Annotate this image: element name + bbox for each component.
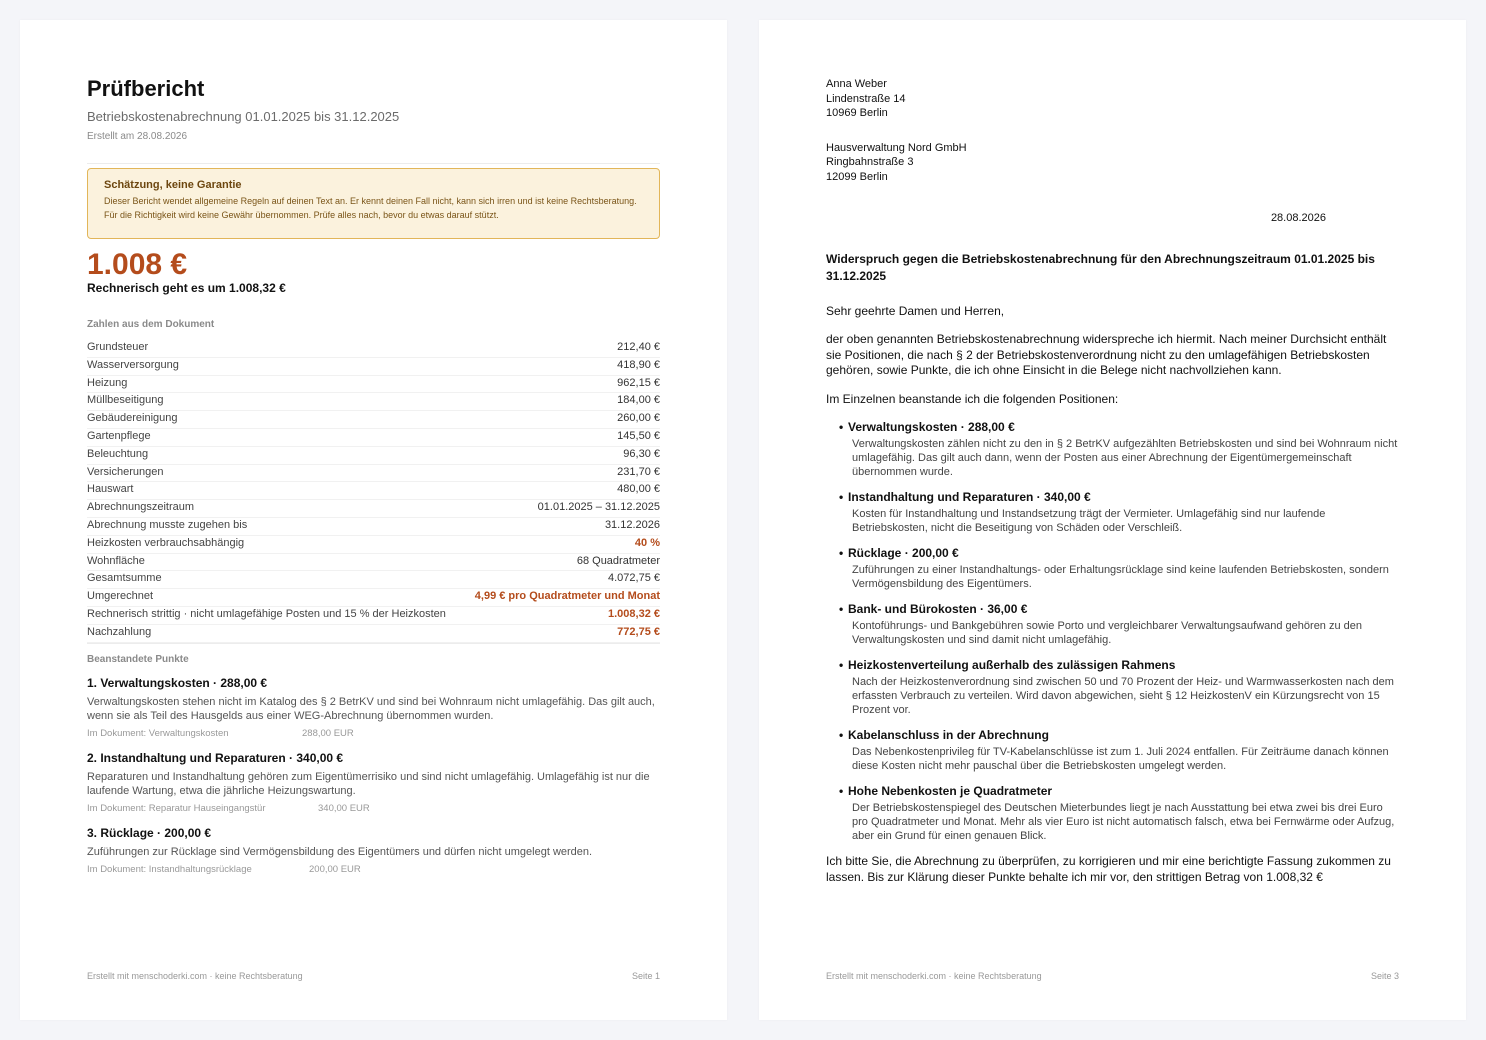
objection-title: Kabelanschluss in der Abrechnung [848,728,1049,742]
objection-title: Instandhaltung und Reparaturen · 340,00 € [848,490,1091,504]
disputed-amount-big: 1.008 € [87,248,188,281]
objection-text: Nach der Heizkostenverordnung sind zwischen 50 und 70 Prozent der Heiz- und Warmwasserkosten nach dem erfassten Verbrauch zu verteilen. Wird davon abgewichen, sieht § 12 HeizkostenV ein Kürzungsrecht von 15 Prozent vor. [852,676,1394,716]
report-created-date: Erstellt am 28.08.2026 [87,131,188,142]
fact-row [87,411,660,429]
page-number: Seite 3 [1370,971,1399,981]
fact-label: Gesamtsumme [87,572,162,585]
objection-item [839,784,1399,843]
fact-row [87,571,660,589]
report-page [20,20,727,1020]
report-content [87,76,660,876]
objection-title: Hohe Nebenkosten je Quadratmeter [848,784,1053,798]
divider [87,163,660,164]
issues-list [87,676,660,876]
issue-item [87,676,660,740]
fact-row [87,625,660,643]
fact-label: Wasserversorgung [87,358,179,371]
issue-text: Verwaltungskosten stehen nicht im Katalog des § 2 BetrKV und sind bei Wohnraum nicht umlagefähig. Das gilt auch, wenn sie als Teil des Hausgelds aus einer WEG-Abrechnung übernommen wurden. [87,695,655,722]
issue-text: Reparaturen und Instandhaltung gehören zum Eigentümerrisiko und sind nicht umlagefähig. Umlagefähig ist nur die laufende Wartung, etwa die jährliche Heizungswartung. [87,770,650,797]
issue-item [87,826,660,876]
report-subtitle: Betriebskostenabrechnung 01.01.2025 bis 31.12.2025 [87,109,400,124]
disputed-amount-caption: Rechnerisch geht es um 1.008,32 € [87,281,286,295]
fact-value: 31.12.2026 [604,518,660,531]
issue-title: 2. Instandhaltung und Reparaturen · 340,00 € [87,750,344,765]
facts-table [87,340,660,643]
disclaimer-title: Schätzung, keine Garantie [104,179,242,191]
issue-reference-label: Im Dokument: Verwaltungskosten [87,727,229,739]
objection-title-row [839,420,1399,435]
fact-value: 962,15 € [617,376,660,389]
objection-text: Zuführungen zu einer Instandhaltungs- oder Erhaltungsrücklage sind keine laufenden Betriebskosten, sondern Vermögensbildung des Eigentümers. [852,564,1389,590]
fact-label: Versicherungen [87,465,164,478]
issue-text: Zuführungen zur Rücklage sind Vermögensbildung des Eigentümers und dürfen nicht umgelegt werden. [87,845,593,858]
objection-item [839,728,1399,773]
objection-item [839,490,1399,535]
fact-row [87,340,660,358]
fact-label: Hauswart [87,483,134,496]
fact-row [87,393,660,411]
fact-label: Rechnerisch strittig · nicht umlagefähige Posten und 15 % der Heizkosten [87,607,446,620]
objection-title-row [839,784,1399,799]
fact-value: 01.01.2025 – 31.12.2025 [537,501,660,514]
issue-reference-label: Im Dokument: Reparatur Hauseingangstür [87,802,266,814]
recipient-line: 12099 Berlin [826,170,888,183]
recipient-line: Hausverwaltung Nord GmbH [826,141,967,154]
fact-value: 184,00 € [617,394,660,407]
facts-section-label: Zahlen aus dem Dokument [87,319,215,330]
fact-value: 96,30 € [623,447,660,460]
fact-value: 4,99 € pro Quadratmeter und Monat [474,590,660,603]
fact-row [87,482,660,500]
fact-label: Beleuchtung [87,447,149,460]
fact-label: Nachzahlung [87,625,152,638]
fact-row [87,358,660,376]
fact-row [87,589,660,607]
sender-line: Anna Weber [826,78,887,90]
bullet-icon: • [839,658,844,672]
page-footer [87,971,660,982]
objection-text: Kosten für Instandhaltung und Instandsetzung trägt der Vermieter. Umlagefähig sind nur laufende Betriebskosten, nicht die Beseitigung von Schäden oder Verschleiß. [852,508,1326,534]
fact-label: Grundsteuer [87,341,149,353]
disclaimer-box [87,168,660,239]
fact-row [87,536,660,554]
fact-label: Gartenpflege [87,429,151,442]
sender-line: 10969 Berlin [826,107,888,119]
fact-row [87,447,660,465]
letter-subject: Widerspruch gegen die Betriebskostenabrechnung für den Abrechnungszeitraum 01.01.2025 bis 31.12.2025 [826,252,1375,283]
fact-value: 4.072,75 € [608,572,660,585]
objection-title-row [839,728,1399,743]
fact-value: 40 % [634,536,660,549]
fact-row [87,429,660,447]
issue-title: 3. Rücklage · 200,00 € [87,825,212,840]
fact-row [87,465,660,483]
fact-value: 772,75 € [617,625,660,638]
objection-title-row [839,490,1399,505]
fact-row [87,607,660,625]
fact-label: Umgerechnet [87,590,154,603]
issues-section-label: Beanstandete Punkte [87,653,189,665]
fact-value: 145,50 € [617,429,660,442]
letter-content [826,77,1399,885]
issue-reference-label: Im Dokument: Instandhaltungsrücklage [87,863,252,875]
objection-text: Verwaltungskosten zählen nicht zu den in § 2 BetrKV aufgezählten Betriebskosten und sind bei Wohnraum nicht umlagefähig. Das gilt auch dann, wenn der Posten aus einer Abrechnung der Eigentümergemeinschaft übernommen wurde. [852,438,1398,478]
fact-row [87,554,660,572]
letter-closing: Ich bitte Sie, die Abrechnung zu überprüfen, zu korrigieren und mir eine berichtigte Fassung zukommen zu lassen. Bis zur Klärung dieser Punkte behalte ich mir vor, den strittigen Betrag von 1.008,32 € [826,854,1391,884]
bullet-icon: • [839,490,844,504]
fact-label: Abrechnungszeitraum [87,501,195,514]
issue-reference-value: 200,00 EUR [309,863,361,875]
divider [87,643,660,644]
footer-note: Erstellt mit menschoderki.com · keine Rechtsberatung [826,971,1042,981]
letter-intro: der oben genannten Betriebskostenabrechnung widerspreche ich hiermit. Nach meiner Durchsicht enthält sie Positionen, die nach § 2 der Betriebskostenverordnung nicht zu den umlagefähigen Betriebskosten gehören, sowie Punkte, die ich ohne Einsicht in die Belege nicht nachvollziehen kann. [826,332,1387,377]
letter-date: 28.08.2026 [1270,212,1326,224]
bullet-icon: • [839,784,844,798]
recipient-address [826,141,1399,185]
issue-reference [87,864,660,876]
footer-note: Erstellt mit menschoderki.com · keine Rechtsberatung [87,971,303,981]
letter-salutation: Sehr geehrte Damen und Herren, [826,304,1005,318]
bullet-icon: • [839,546,844,560]
fact-label: Gebäudereinigung [87,412,178,425]
fact-label: Abrechnung musste zugehen bis [87,518,248,531]
fact-value: 1.008,32 € [608,607,660,620]
fact-value: 231,70 € [617,465,660,478]
bullet-icon: • [839,420,844,434]
objection-title-row [839,546,1399,561]
fact-row [87,376,660,394]
report-title: Prüfbericht [87,76,205,101]
objection-title: Rücklage · 200,00 € [848,546,959,560]
fact-row [87,518,660,536]
objection-title: Heizkostenverteilung außerhalb des zulässigen Rahmens [848,658,1176,672]
issue-item [87,751,660,815]
fact-value: 418,90 € [617,358,660,371]
bullet-icon: • [839,602,844,616]
recipient-line: Ringbahnstraße 3 [826,156,914,168]
page-footer [826,971,1399,982]
objection-text: Der Betriebskostenspiegel des Deutschen Mieterbundes liegt je nach Ausstattung bei etwa zwei bis drei Euro pro Quadratmeter und Monat. Mehr als vier Euro ist nicht automatisch falsch, etwa bei Fernwärme oder Aufzug, aber ein Grund für einen genauen Blick. [852,802,1395,842]
objection-item [839,658,1399,717]
issue-title: 1. Verwaltungskosten · 288,00 € [87,675,268,690]
fact-value: 212,40 € [617,341,660,353]
objection-list [826,420,1399,843]
objection-item [839,546,1399,591]
objection-title-row [839,658,1399,673]
disclaimer-text: Dieser Bericht wendet allgemeine Regeln auf deinen Text an. Er kennt deinen Fall nicht, kann sich irren und ist keine Rechtsberatung. Für die Richtigkeit wird keine Gewähr übernommen. Prüfe alles nach, bevor du etwas darauf stützt. [104,196,637,220]
bullet-icon: • [839,728,844,742]
letter-list-intro: Im Einzelnen beanstande ich die folgenden Positionen: [826,391,1119,406]
objection-text: Kontoführungs- und Bankgebühren sowie Porto und vergleichbarer Verwaltungsaufwand gehören zu den Verwaltungskosten und sind damit nicht umlagefähig. [852,620,1363,646]
objection-title: Verwaltungskosten · 288,00 € [848,420,1015,434]
fact-label: Wohnfläche [87,554,145,567]
fact-label: Müllbeseitigung [87,394,164,407]
fact-row [87,500,660,518]
issue-reference-value: 288,00 EUR [302,727,354,739]
issue-reference [87,728,660,740]
fact-value: 260,00 € [617,412,660,425]
fact-value: 68 Quadratmeter [576,554,660,567]
fact-label: Heizung [87,376,128,389]
fact-label: Heizkosten verbrauchsabhängig [87,536,245,549]
sender-line: Lindenstraße 14 [826,92,906,105]
objection-item [839,602,1399,647]
sender-address [826,77,1399,121]
page-number: Seite 1 [631,971,660,981]
objection-title-row [839,602,1399,617]
issue-reference [87,803,660,815]
letter-page [759,20,1466,1020]
issue-reference-value: 340,00 EUR [318,802,370,814]
objection-item [839,420,1399,479]
objection-title: Bank- und Bürokosten · 36,00 € [848,602,1028,616]
objection-text: Das Nebenkostenprivileg für TV-Kabelanschlüsse ist zum 1. Juli 2024 entfallen. Für Zeiträume danach können diese Kosten nicht mehr pauschal über die Betriebskosten umgelegt werden. [852,746,1389,772]
fact-value: 480,00 € [617,483,660,496]
